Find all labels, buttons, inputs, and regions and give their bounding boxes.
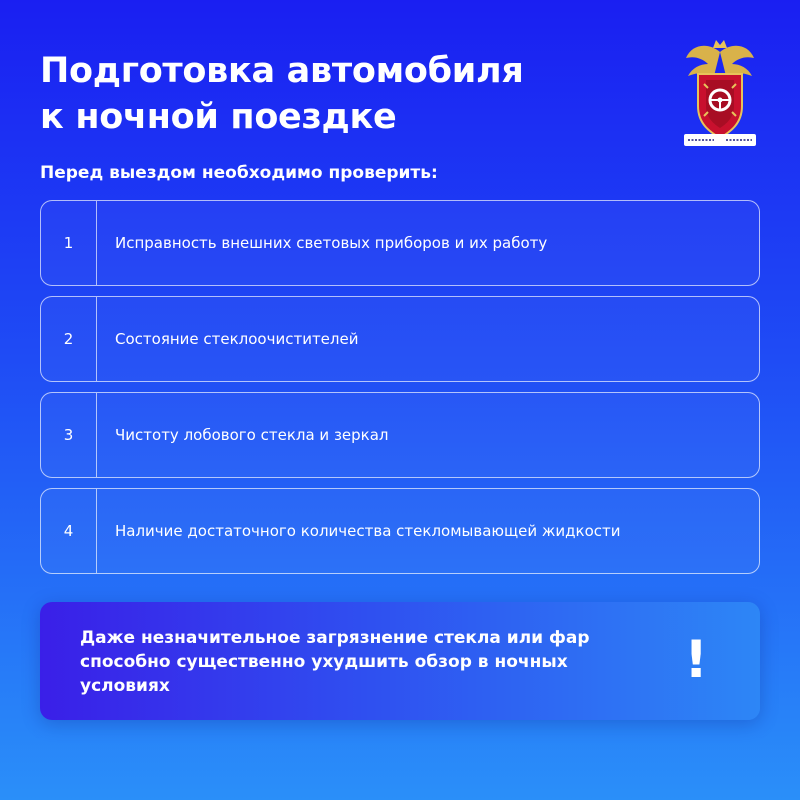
page-title [40, 48, 660, 140]
item-number: 2 [41, 297, 97, 381]
item-number: 3 [41, 393, 97, 477]
title-line-2: к ночной поездке [40, 97, 397, 137]
title-line-1: Подготовка автомобиля [40, 51, 524, 91]
item-text: Чистоту лобового стекла и зеркал [115, 426, 389, 444]
checklist-heading: Перед выездом необходимо проверить: [40, 163, 438, 183]
warning-banner [40, 602, 760, 720]
checklist-item [40, 296, 760, 382]
item-text: Исправность внешних световых приборов и их работу [115, 234, 548, 252]
checklist-item [40, 392, 760, 478]
police-emblem-icon [684, 36, 756, 154]
checklist-item [40, 488, 760, 574]
exclamation-icon: ! [684, 630, 708, 690]
item-number: 4 [41, 489, 97, 573]
checklist-item [40, 200, 760, 286]
item-text: Наличие достаточного количества стекломывающей жидкости [115, 522, 621, 540]
item-number: 1 [41, 201, 97, 285]
warning-text: Даже незначительное загрязнение стекла или фар способно существенно ухудшить обзор в ночных условиях [80, 628, 590, 696]
item-text: Состояние стеклоочистителей [115, 330, 359, 348]
